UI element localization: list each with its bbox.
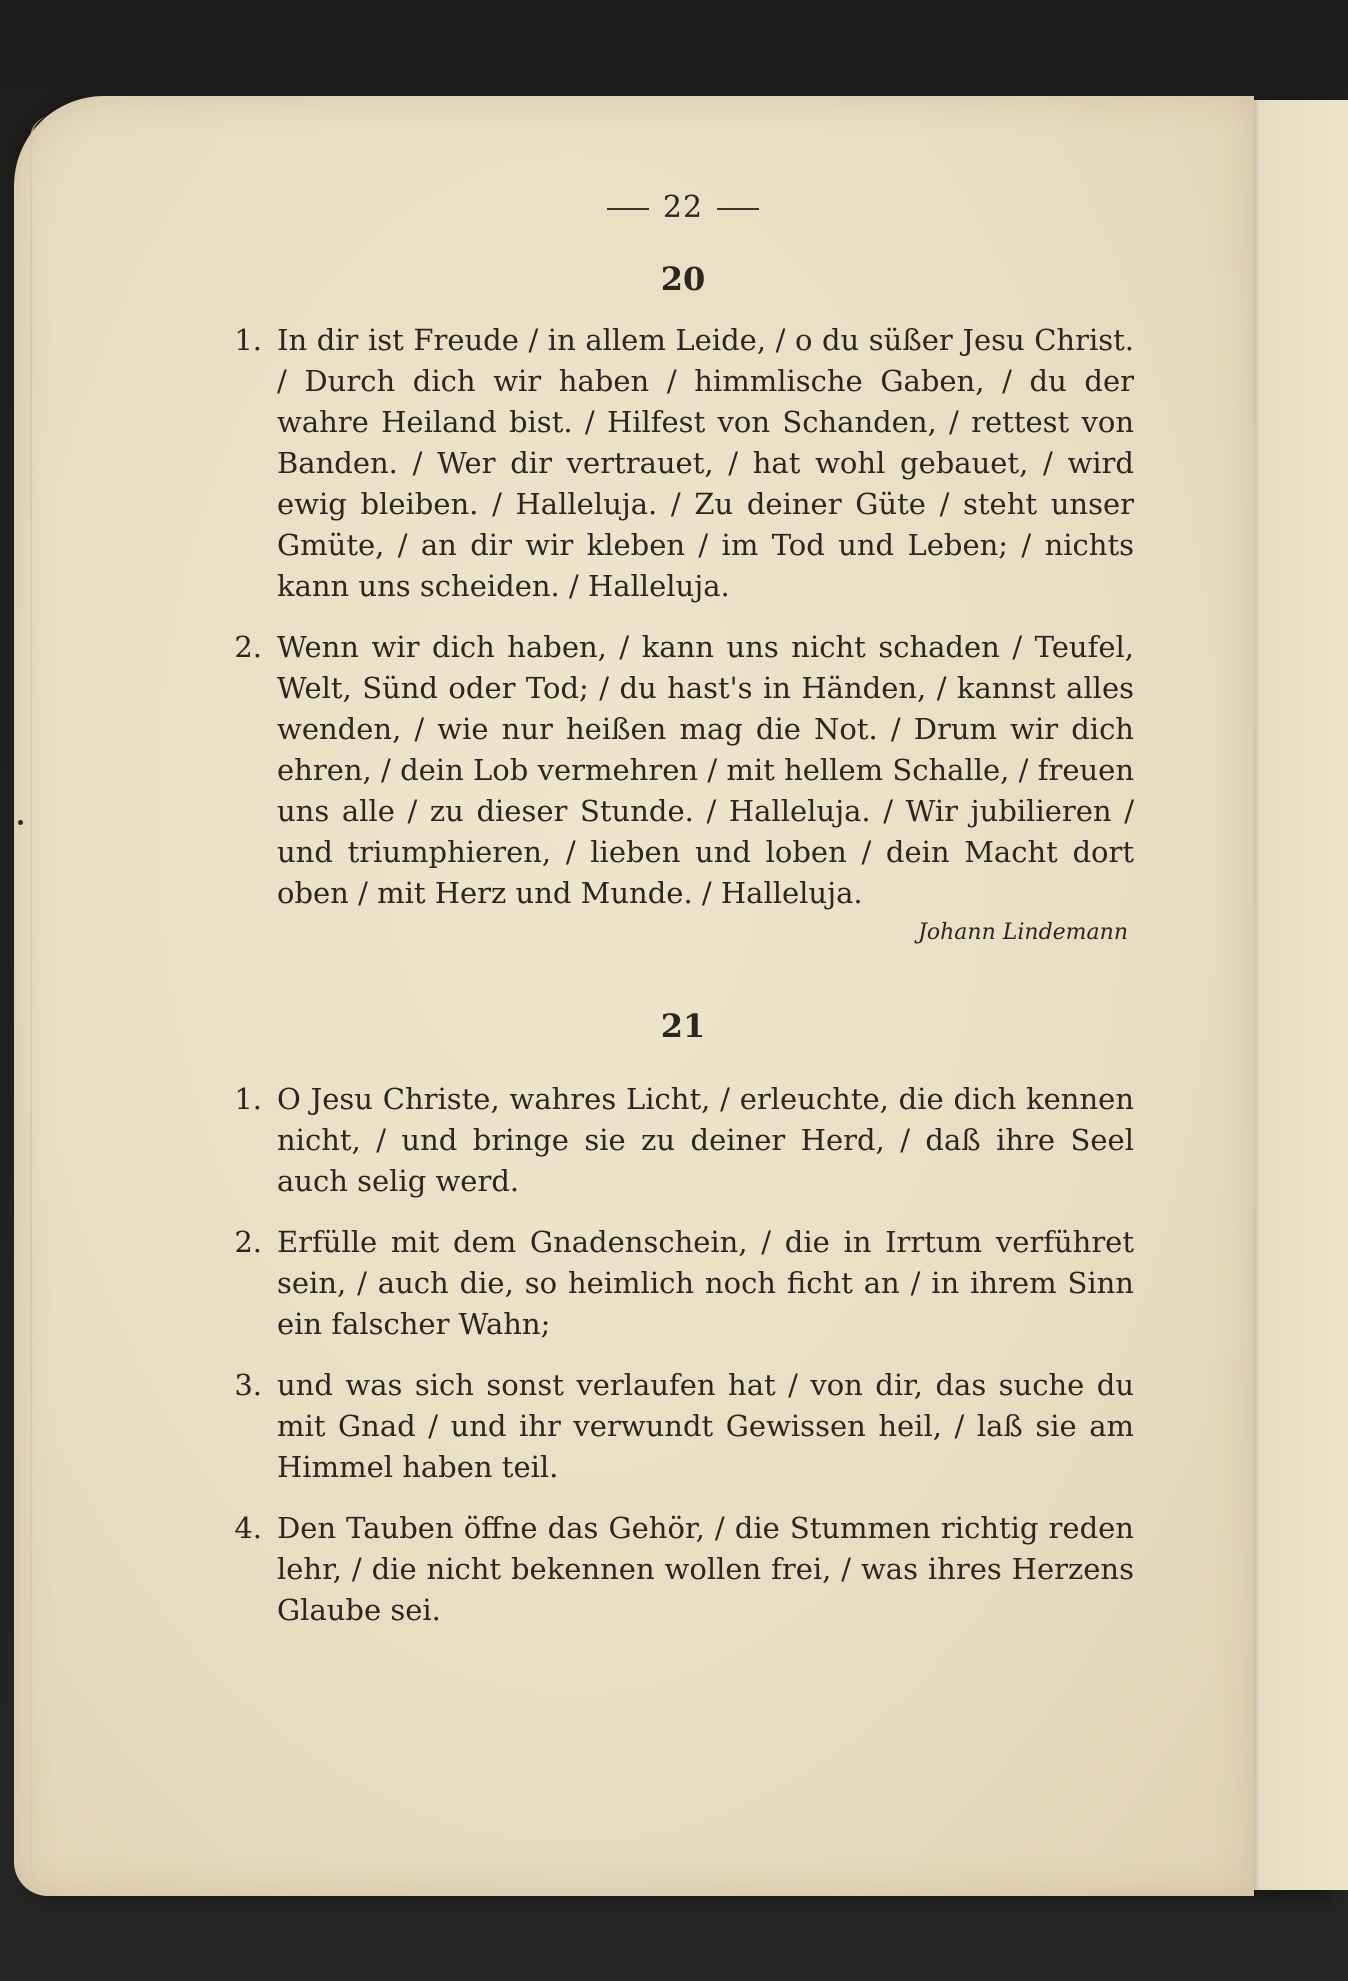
page-number: 22 bbox=[662, 190, 704, 225]
page-stack-edges bbox=[30, 116, 52, 1876]
verse bbox=[222, 1222, 1134, 1345]
verse-number: 1. bbox=[234, 323, 262, 357]
verse bbox=[222, 1508, 1134, 1631]
verse-number: 2. bbox=[234, 630, 262, 664]
hymn-20 bbox=[222, 260, 1134, 945]
verse-text: Wenn wir dich haben, / kann uns nicht schaden / Teufel, Welt, Sünd oder Tod; / du hast's in Händen, / kannst alles wenden, / wie nur heißen mag die Not. / Drum wir dich ehren, / dein Lob vermehren / mit hellem Schalle, / freuen uns alle / zu dieser Stunde. / Halleluja. / Wir jubilieren / und triumphieren, / lieben und loben / dein Macht dort oben / mit Herz und Munde. / Halleluja. bbox=[277, 630, 1134, 910]
verse-number: 1. bbox=[234, 1082, 262, 1116]
verse bbox=[222, 1365, 1134, 1488]
right-dash bbox=[717, 208, 759, 210]
verse-text: und was sich sonst verlaufen hat / von dir, das suche du mit Gnad / und ihr verwundt Gewissen heil, / laß sie am Himmel haben teil. bbox=[277, 1368, 1134, 1484]
verse-number: 4. bbox=[234, 1511, 262, 1545]
hymn-21 bbox=[222, 1007, 1134, 1631]
hymn-number: 20 bbox=[660, 260, 706, 298]
hymn-author: Johann Lindemann bbox=[918, 920, 1128, 945]
verse-number: 2. bbox=[234, 1225, 262, 1259]
facing-page-edge bbox=[1250, 100, 1348, 1890]
verse-text: O Jesu Christe, wahres Licht, / erleuchte, die dich kennen nicht, / und bringe sie zu deiner Herd, / daß ihre Seel auch selig werd. bbox=[277, 1082, 1134, 1198]
hymn-number: 21 bbox=[660, 1007, 706, 1045]
verse bbox=[222, 627, 1134, 914]
verse bbox=[222, 1079, 1134, 1202]
verse-text: Erfülle mit dem Gnadenschein, / die in Irrtum verführet sein, / auch die, so heimlich noch ficht an / in ihrem Sinn ein falscher Wahn; bbox=[277, 1225, 1134, 1341]
left-dash bbox=[607, 208, 649, 210]
verse-text: Den Tauben öffne das Gehör, / die Stummen richtig reden lehr, / die nicht bekennen wollen frei, / was ihres Herzens Glaube sei. bbox=[277, 1511, 1134, 1627]
verse-text: In dir ist Freude / in allem Leide, / o du süßer Jesu Christ. / Durch dich wir haben / himmlische Gaben, / du der wahre Heiland bist. / Hilfest von Schanden, / rettest von Banden. / Wer dir vertrauet, / hat wohl gebauet, / wird ewig bleiben. / Halleluja. / Zu deiner Güte / steht unser Gmüte, / an dir wir kleben / im Tod und Leben; / nichts kann uns scheiden. / Halleluja. bbox=[277, 323, 1134, 603]
verse bbox=[222, 320, 1134, 607]
page-number-header bbox=[232, 190, 1134, 238]
verse-number: 3. bbox=[234, 1368, 262, 1402]
page-content bbox=[222, 190, 1134, 1651]
dust-speck bbox=[18, 820, 23, 825]
